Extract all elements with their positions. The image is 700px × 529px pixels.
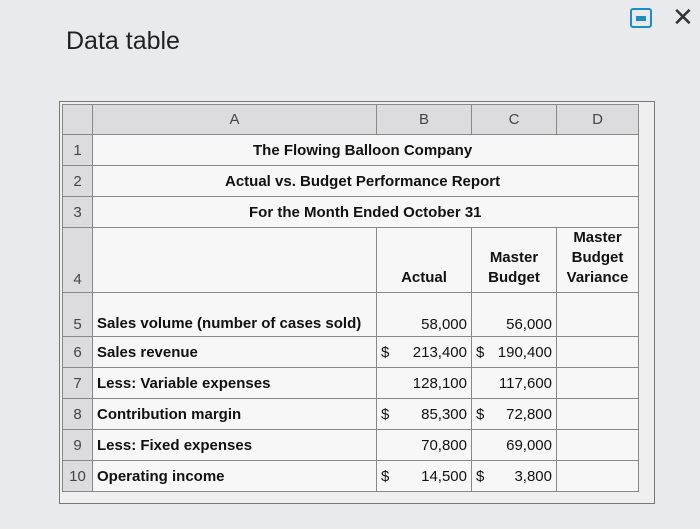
close-icon[interactable]: ✕ — [672, 2, 694, 32]
actual-value: $ 85,300 — [377, 399, 472, 430]
row-number[interactable]: 4 — [63, 228, 93, 293]
column-header-d[interactable]: D — [557, 105, 639, 135]
report-name: Actual vs. Budget Performance Report — [93, 166, 639, 197]
budget-value: $ 72,800 — [472, 399, 557, 430]
actual-value: $ 213,400 — [377, 337, 472, 368]
company-name: The Flowing Balloon Company — [93, 135, 639, 166]
master-budget-header: Master Budget — [472, 228, 557, 293]
row-label: Less: Fixed expenses — [93, 430, 377, 461]
actual-value: 128,100 — [377, 368, 472, 399]
table-row — [63, 293, 639, 337]
row-number[interactable]: 2 — [63, 166, 93, 197]
row-label: Contribution margin — [93, 399, 377, 430]
variance-value[interactable] — [557, 399, 639, 430]
row-number[interactable]: 3 — [63, 197, 93, 228]
actual-value: 70,800 — [377, 430, 472, 461]
table-row — [63, 368, 639, 399]
label-header-cell — [93, 228, 377, 293]
table-row — [63, 228, 639, 293]
actual-value: $ 14,500 — [377, 461, 472, 492]
table-row — [63, 135, 639, 166]
budget-value: $ 190,400 — [472, 337, 557, 368]
budget-value: 117,600 — [472, 368, 557, 399]
column-header-a[interactable]: A — [93, 105, 377, 135]
row-number[interactable]: 7 — [63, 368, 93, 399]
row-label: Sales volume (number of cases sold) — [93, 293, 377, 337]
row-number[interactable]: 10 — [63, 461, 93, 492]
column-header-row — [63, 105, 639, 135]
minimize-icon[interactable] — [630, 8, 652, 28]
variance-value[interactable] — [557, 293, 639, 337]
row-label: Less: Variable expenses — [93, 368, 377, 399]
variance-value[interactable] — [557, 430, 639, 461]
table-row — [63, 197, 639, 228]
variance-value[interactable] — [557, 368, 639, 399]
dialog-title: Data table — [66, 27, 180, 55]
row-number[interactable]: 1 — [63, 135, 93, 166]
row-label: Sales revenue — [93, 337, 377, 368]
table-row — [63, 399, 639, 430]
variance-value[interactable] — [557, 461, 639, 492]
budget-value: 56,000 — [472, 293, 557, 337]
row-number[interactable]: 9 — [63, 430, 93, 461]
column-header-c[interactable]: C — [472, 105, 557, 135]
row-label: Operating income — [93, 461, 377, 492]
actual-header: Actual — [377, 228, 472, 293]
table-row — [63, 461, 639, 492]
budget-value: 69,000 — [472, 430, 557, 461]
table-row — [63, 337, 639, 368]
table-row — [63, 166, 639, 197]
actual-value: 58,000 — [377, 293, 472, 337]
row-number[interactable]: 5 — [63, 293, 93, 337]
column-header-b[interactable]: B — [377, 105, 472, 135]
row-number[interactable]: 6 — [63, 337, 93, 368]
budget-value: $ 3,800 — [472, 461, 557, 492]
data-table — [62, 104, 639, 492]
variance-header: Master Budget Variance — [557, 228, 639, 293]
corner-cell — [63, 105, 93, 135]
row-number[interactable]: 8 — [63, 399, 93, 430]
table-row — [63, 430, 639, 461]
report-period: For the Month Ended October 31 — [93, 197, 639, 228]
variance-value[interactable] — [557, 337, 639, 368]
